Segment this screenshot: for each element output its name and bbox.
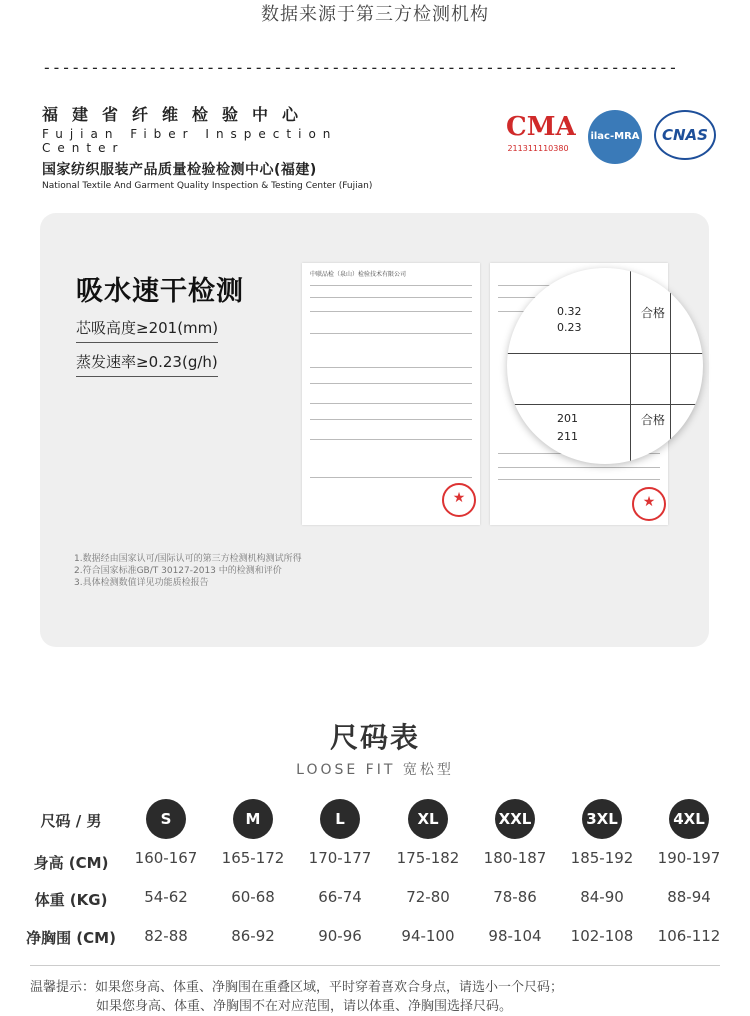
- page-heading: 数据来源于第三方检测机构: [261, 4, 489, 25]
- weight-row-label: 体重 (KG): [34, 891, 108, 909]
- height-cell: 160-167: [134, 849, 198, 867]
- pass-mark-1: 合格: [641, 306, 666, 320]
- panel-title: 吸水速干检测: [76, 276, 244, 307]
- evaporation-result-1: 0.32: [557, 305, 582, 318]
- chest-cell: 94-100: [401, 927, 455, 945]
- ilac-mra-logo: ilac-MRA: [588, 110, 642, 164]
- size-badge-m: M: [233, 799, 273, 839]
- chest-cell: 98-104: [488, 927, 542, 945]
- weight-cell: 66-74: [318, 888, 362, 906]
- size-badge-xl: XL: [408, 799, 448, 839]
- size-chart-subtitle: LOOSE FIT 宽松型: [296, 762, 454, 778]
- dashed-divider: ------------------------------------------------------------------: [42, 58, 678, 77]
- center-name-en: National Textile And Garment Quality Inspection & Testing Center (Fujian): [42, 181, 373, 191]
- center-name-cn: 国家纺织服装产品质量检验检测中心(福建): [42, 162, 317, 178]
- height-cell: 190-197: [657, 849, 721, 867]
- tip-divider: [30, 965, 720, 966]
- org-name-en: Fujian Fiber Inspection Center: [42, 127, 338, 155]
- chest-cell: 102-108: [570, 927, 634, 945]
- chest-cell: 82-88: [144, 927, 188, 945]
- org-name-cn: 福建省纤维检验中心: [42, 105, 313, 124]
- weight-cell: 78-86: [493, 888, 537, 906]
- tip-line-1: 温馨提示：如果您身高、体重、净胸围在重叠区域，平时穿着喜欢合身点，请选小一个尺码；: [30, 980, 564, 995]
- report-stamp: ★: [442, 483, 476, 517]
- chest-cell: 86-92: [231, 927, 275, 945]
- testing-organization: [42, 102, 373, 191]
- report-header: 中联品检（泉山）检验技术有限公司: [310, 271, 407, 278]
- note-3: 3.具体检测数值详见功能质检报告: [74, 578, 209, 588]
- chest-row-label: 净胸围 (CM): [26, 929, 116, 947]
- cma-logo: [506, 112, 576, 170]
- cnas-logo: CNAS: [654, 110, 716, 160]
- evaporation-rate-spec: 蒸发速率≥0.23(g/h): [76, 351, 218, 377]
- size-tip: [30, 978, 563, 1016]
- tip-line-2: 如果您身高、体重、净胸围不在对应范围，请以体重、净胸围选择尺码。: [96, 999, 513, 1014]
- cma-number: 211311110380: [507, 144, 569, 153]
- size-row-label: 尺码 / 男: [40, 812, 102, 830]
- quick-dry-test-panel: [40, 213, 709, 647]
- weight-cell: 88-94: [667, 888, 711, 906]
- height-cell: 170-177: [308, 849, 372, 867]
- size-badge-3xl: 3XL: [582, 799, 622, 839]
- wicking-result-1: 201: [557, 412, 578, 425]
- size-chart-title: 尺码表: [329, 721, 420, 754]
- height-cell: 185-192: [570, 849, 634, 867]
- weight-cell: 60-68: [231, 888, 275, 906]
- wicking-result-2: 211: [557, 430, 578, 443]
- test-notes: [74, 553, 302, 589]
- height-cell: 165-172: [221, 849, 285, 867]
- size-badge-s: S: [146, 799, 186, 839]
- size-badge-l: L: [320, 799, 360, 839]
- magnified-results: [507, 268, 703, 464]
- report-stamp: ★: [632, 487, 666, 521]
- note-2: 2.符合国家标准GB/T 30127-2013 中的检测和评价: [74, 566, 282, 576]
- evaporation-result-2: 0.23: [557, 321, 582, 334]
- pass-mark-2: 合格: [641, 413, 666, 427]
- cma-mark: CMA: [506, 112, 576, 142]
- note-1: 1.数据经由国家认可/国际认可的第三方检测机构测试所得: [74, 554, 302, 564]
- test-report-page-1: [302, 263, 480, 525]
- weight-cell: 54-62: [144, 888, 188, 906]
- chest-cell: 90-96: [318, 927, 362, 945]
- wicking-height-spec: 芯吸高度≥201(mm): [76, 317, 218, 343]
- height-cell: 180-187: [483, 849, 547, 867]
- weight-cell: 84-90: [580, 888, 624, 906]
- height-cell: 175-182: [396, 849, 460, 867]
- chest-cell: 106-112: [657, 927, 721, 945]
- weight-cell: 72-80: [406, 888, 450, 906]
- size-badge-xxl: XXL: [495, 799, 535, 839]
- size-badge-4xl: 4XL: [669, 799, 709, 839]
- height-row-label: 身高 (CM): [33, 854, 109, 872]
